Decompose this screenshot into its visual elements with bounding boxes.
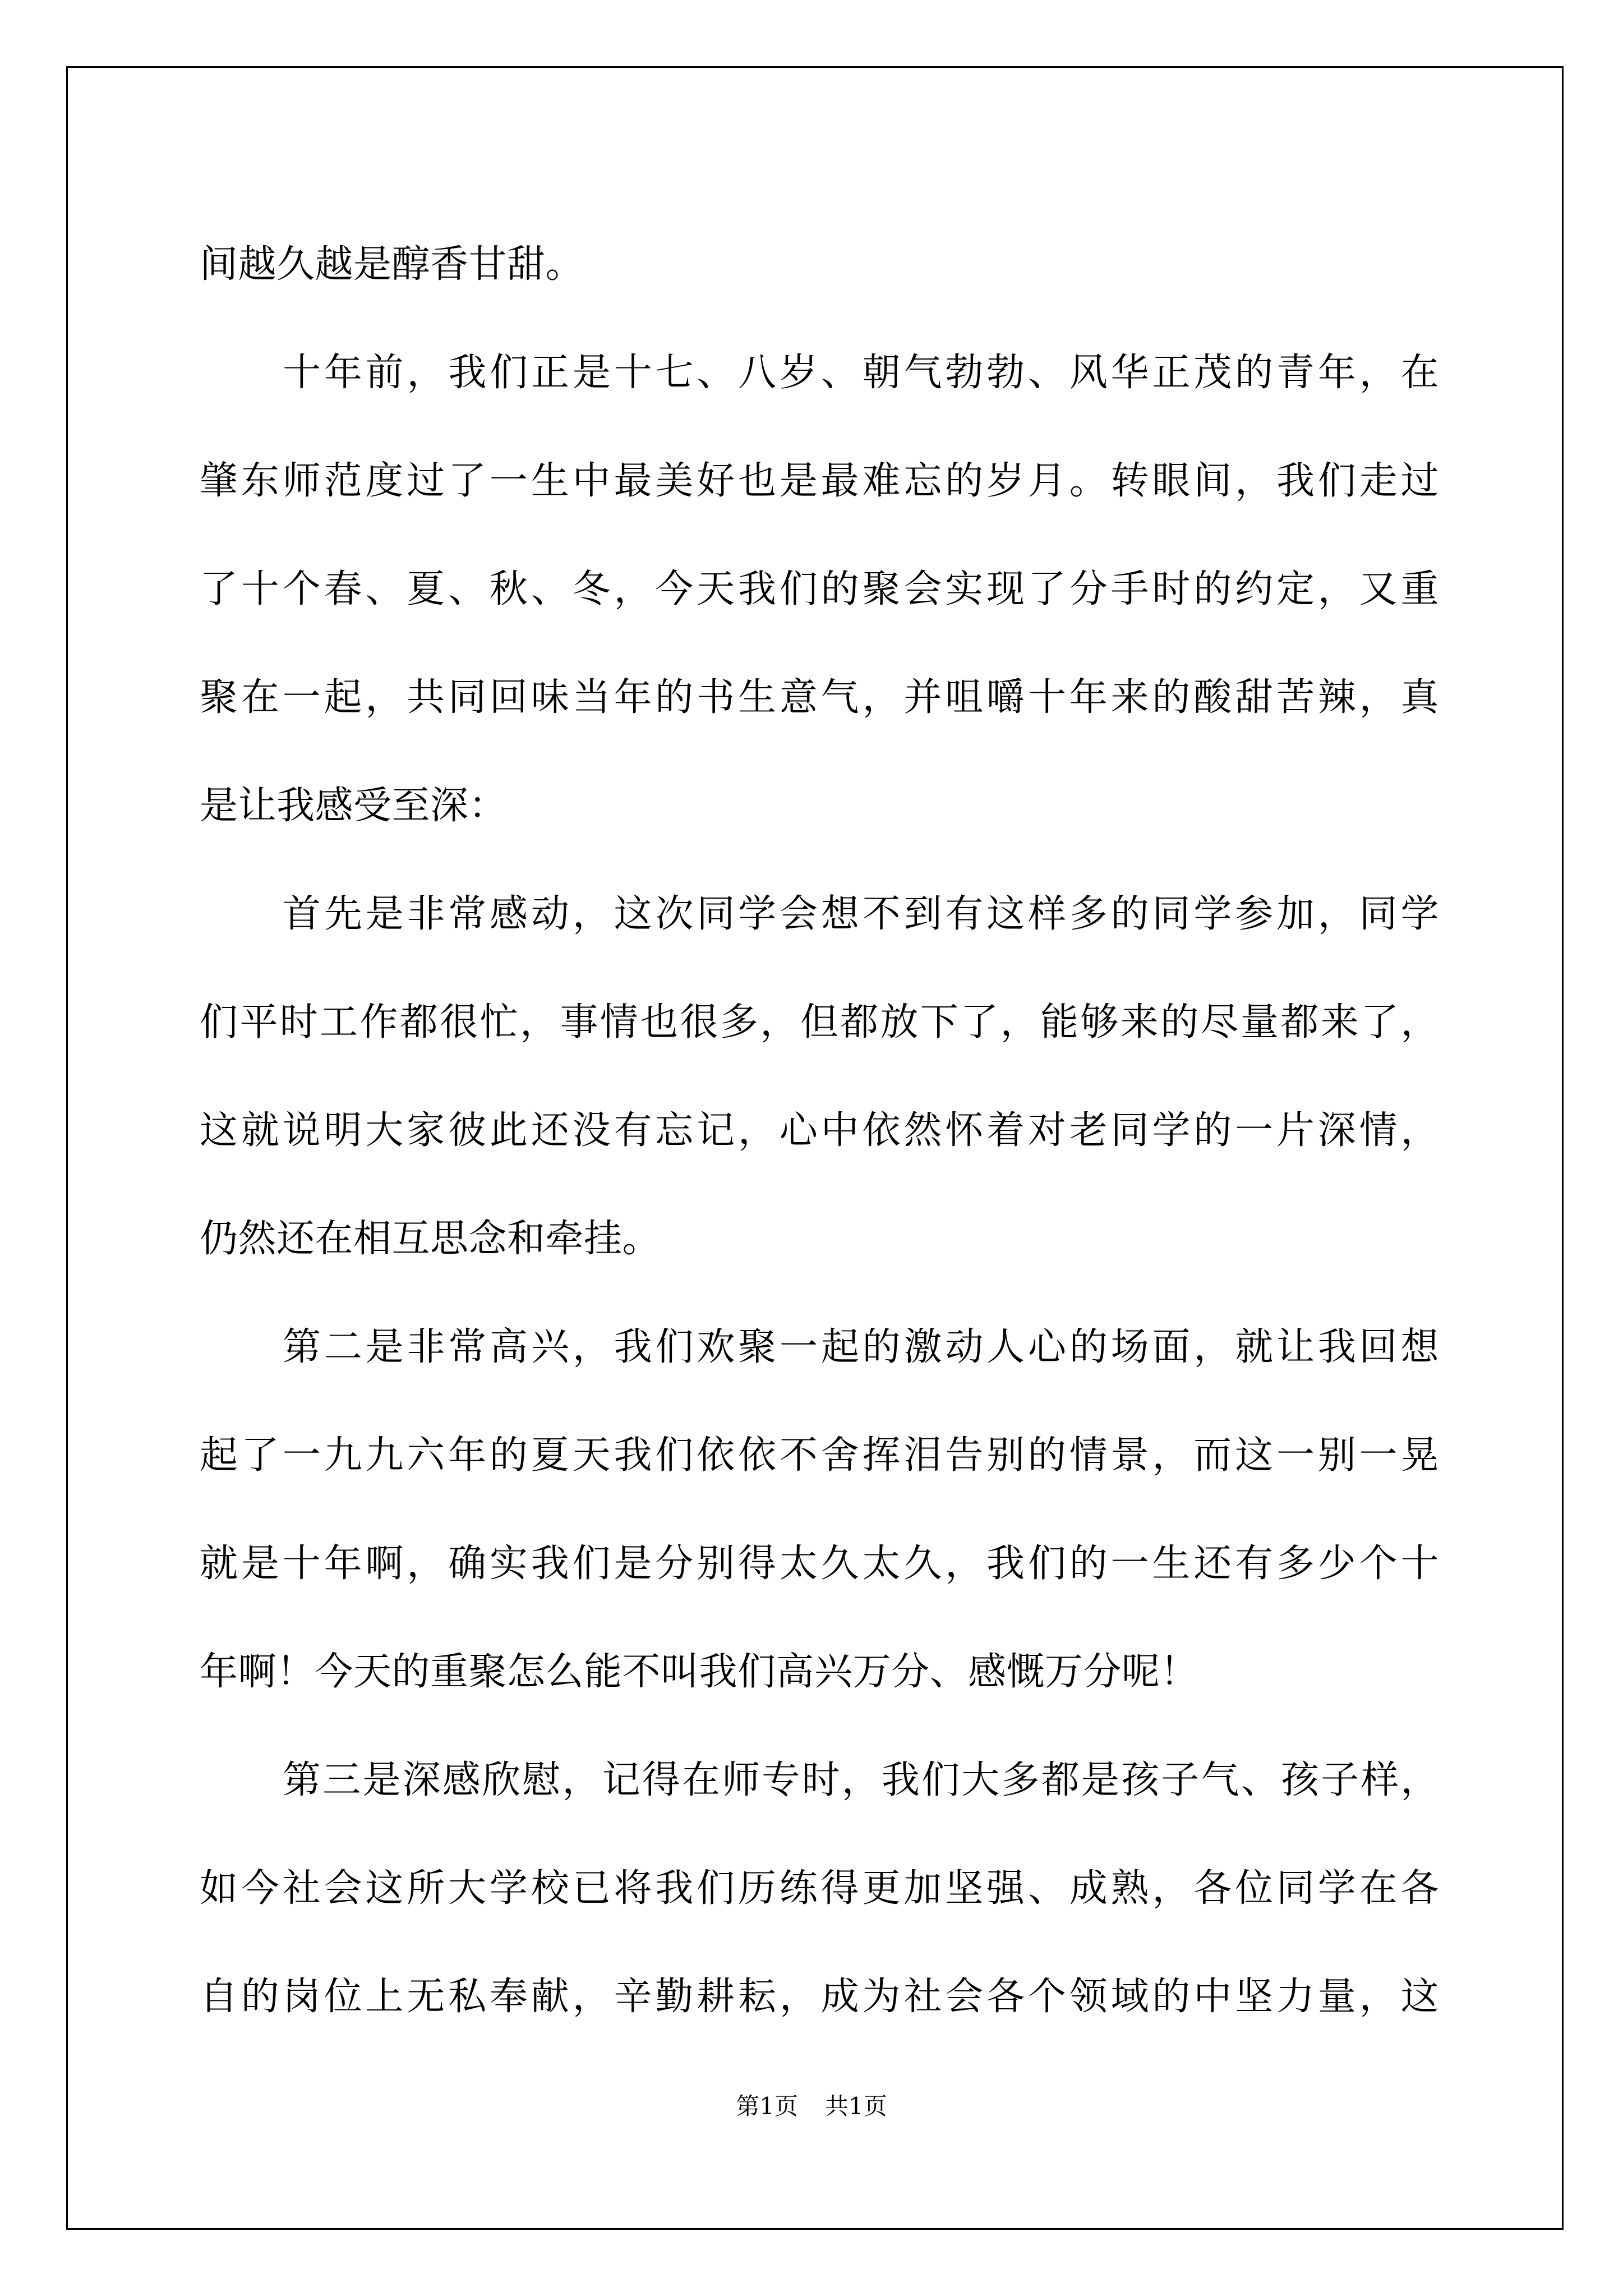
text-line: 年啊！今天的重聚怎么能不叫我们高兴万分、感慨万分呢！ bbox=[200, 1650, 1199, 1694]
text-line: 了十个春、夏、秋、冬，今天我们的聚会实现了分手时的约定，又重 bbox=[200, 567, 1439, 611]
text-line: 间越久越是醇香甘甜。 bbox=[200, 242, 584, 287]
text-line: 首先是非常感动，这次同学会想不到有这样多的同学参加，同学 bbox=[283, 892, 1439, 936]
text-line: 聚在一起，共同回味当年的书生意气，并咀嚼十年来的酸甜苦辣，真 bbox=[200, 675, 1439, 720]
text-line: 起了一九九六年的夏天我们依依不舍挥泪告别的情景，而这一别一晃 bbox=[200, 1433, 1439, 1478]
page-total: 共1页 bbox=[825, 2092, 887, 2120]
text-line: 第三是深感欣慰，记得在师专时，我们大多都是孩子气、孩子样， bbox=[283, 1758, 1439, 1802]
page-number: 第1页 bbox=[736, 2092, 798, 2120]
text-line: 仍然还在相互思念和牵挂。 bbox=[200, 1217, 661, 1261]
text-line: 第二是非常高兴，我们欢聚一起的激动人心的场面，就让我回想 bbox=[283, 1325, 1439, 1369]
text-line: 自的岗位上无私奉献，辛勤耕耘，成为社会各个领域的中坚力量，这 bbox=[200, 1975, 1439, 2019]
text-line: 十年前，我们正是十七、八岁、朝气勃勃、风华正茂的青年，在 bbox=[283, 351, 1439, 395]
text-line: 肇东师范度过了一生中最美好也是最难忘的岁月。转眼间，我们走过 bbox=[200, 459, 1439, 503]
page-footer bbox=[0, 2088, 1623, 2122]
document-body bbox=[200, 210, 1439, 2051]
text-line: 这就说明大家彼此还没有忘记，心中依然怀着对老同学的一片深情， bbox=[200, 1108, 1439, 1153]
text-line: 们平时工作都很忙，事情也很多，但都放下了，能够来的尽量都来了， bbox=[200, 1000, 1439, 1045]
text-line: 是让我感受至深： bbox=[200, 784, 508, 828]
text-line: 就是十年啊，确实我们是分别得太久太久，我们的一生还有多少个十 bbox=[200, 1542, 1439, 1586]
text-line: 如今社会这所大学校已将我们历练得更加坚强、成熟，各位同学在各 bbox=[200, 1866, 1439, 1911]
